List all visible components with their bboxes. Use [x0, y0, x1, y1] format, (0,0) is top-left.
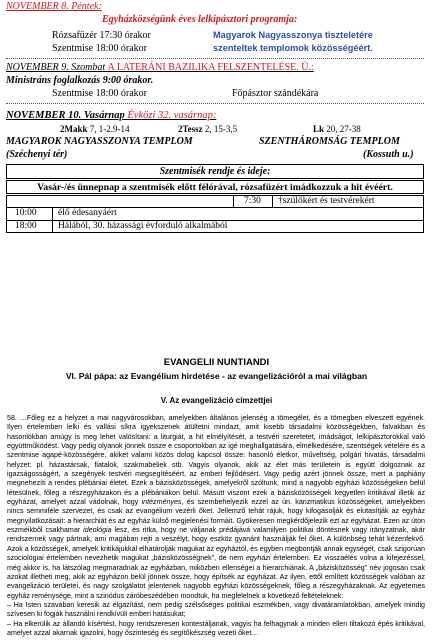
paragraph-text: lesz, és ritka, hogy ne váljanak prédájává valamilyen politikai döntésnek vagy irányzatnak, akár rendszernek vagy pártnak, ami magában rejti a veszélyt, hogy eszköz gyanánt használják fel őket. A különbség tehát kézenfekvő. Azok a közösségek, amelyek kritikájukkal elhatárolják magukat az egyháztól, és egyben megbontják annak egységét, csak szigorúan szociológiai értelemben nevezhetik magukat „bázisközösségnek”, de nem [7, 526, 425, 563]
church-right-sub: (Kossuth u.) [363, 149, 414, 160]
nov8-rosary: Rózsafüzér 17:30 órakor [52, 30, 151, 41]
row3-text: Hálából, 30. házassági évforduló alkalmából [58, 221, 228, 231]
nov10-heading-sunday: Évközi 32. vasárnap: [127, 110, 217, 121]
church-left: MAGYAROK NAGYASSZONYA TEMPLOM [6, 136, 193, 147]
schedule-note: Vasár-/és ünnepnap a szentmisék előtt félórával, rózsafüzért imádkozzuk a hit évéért. [37, 182, 393, 193]
list-item: – Ha elkerülik az állandó kísértést, hogy rendszeresen kontestáljanak, vagyis ha felhagynak a minden ellen tiltakozó épés kritikával, amelyet azzal akarnak igazolni, hogy őszinteség és segítőkészség vezeti őket… [7, 619, 425, 637]
schedule-title: Szentmisék rendje és ideje: [159, 166, 271, 177]
schedule-title-box [6, 164, 424, 179]
emphasis-text: intézményes [141, 498, 182, 507]
paragraph-text: , és szembehelyezik ezzel az ún. karizmatikus közösségeket, amelyekben nincs semmiféle szervezet, és csak az evangélium vezérli őket. Jellemző tehát rájuk, hogy kifogásolják és elutasítják az egyház megnyilatkozásait: a hierarchiát és az egyház külső megjelenési formáit. Gyökeresen megkérdőjelezik ezt az egyházat. Ezen az úton eszméikből csakhamar [7, 498, 425, 535]
nov8-intention-line2: szenteltek templomok közösségéért. [213, 43, 373, 53]
row2-time: 10:00 [15, 208, 37, 218]
row1-text-right: †szülőkért és testvérekért [278, 196, 375, 206]
nov8-mass: Szentmise 18:00 órakor [52, 43, 147, 54]
nov9-heading-date: NOVEMBER 9. Szombat [6, 62, 106, 73]
divider [6, 58, 424, 59]
emphasis-text: ideológia [83, 526, 112, 535]
gospel-ref: 20, 27-38 [326, 124, 361, 134]
divider [6, 103, 424, 104]
nov10-heading [6, 110, 216, 121]
list-item: – Ha Isten szavában keresik az élgazítást, nem pedig szélsőséges politikai eszmékben, vagy divatáramlatokban, amelyek mindig szívesen ki fogják használni rendkívüli emberi hatásukat; [7, 600, 425, 619]
nov8-heading: NOVEMBER 8. Péntek: [6, 1, 102, 12]
reading-1-ref: 7, 1-2.9-14 [89, 124, 130, 134]
reading-1 [60, 124, 130, 134]
row1-time-right: 7:30 [244, 196, 261, 206]
row2-text: élő édesanyáért [58, 208, 117, 218]
col-divider [233, 195, 234, 207]
nov8-subtitle: Egyházközségünk éves lelkipásztori programja: [102, 14, 298, 25]
col-divider [52, 207, 53, 233]
paragraph-text: 58. …Főleg ez a helyzet a mai nagyvárosokban, amelyekben általános jelenség a tömegélet, és a tömegben elveszett egyének. Ilyen értelemben lelki és vallási síkra igyekszenek átültetni mindazt, amit kisebb társadalmi közösségekben, falvakban és hasonlókban amúgy is meg lehet valósítani: a liturgiát, a hit elmélyítését, a testvéri szeretetet, imádságot, lelkipásztorokkal való együttműködést. Vagy pedig olyanok jönnek össze e csoportokban az igé meghallgatására, elmélkedésére, szentségek vételére és a szentmise agapé-közösségére, akiket valami közös dolog kapcsol össze: hasonló életkor, műveltség, polgári hivatás, társadalmi helyzet: pl. házastársak, fiatalok, szakmabeliek stb. Vagyis olyanok, akik az élet más területein is együtt dolgoznak az igazságosságért, a szegények testvéri megsegítéséért, az emberi fejlődésért. Vagy pedig azért jönnek össze, mert a paphiány megnehezíti a rendes plébániai életet. Ezek a bázisközösségek, amelyekről szóltunk, mind a nagyobb egyházi közösségeken belül létesülnek, főleg a részegyházakon és a plébániákon belül. Másutt viszont ezek a bázisközösségek kegyetlen kritikával illetik az egyházat, amelyet azzal vádolnak, hogy [7, 414, 425, 507]
reading-2 [178, 124, 237, 134]
col-divider [272, 195, 273, 207]
reading-1-book: 2Makk [60, 124, 88, 134]
row3-time: 18:00 [15, 221, 37, 231]
nov8-intention-line1: Magyarok Nagyasszonya tiszteletére [213, 30, 373, 40]
emphasis-text: egyházi [245, 554, 271, 563]
nov9-celebrant: Főpásztor szándékára [232, 88, 319, 99]
paragraph-text: értelemben. Ez visszaélés volna a kifejezéssel, még akkor is, ha látszólag megmaradnak az egyházban, miközben ellenségei a hierarchiának. A „bázisközösség” név jogosan csak azokat illetheti meg, akik az egyházon belül jönnek össze, hogy építsék az egyházat. Az ilyen, ettől említett közösségek valóban az evangelizáció területei, és nagy szolgálatot jelentenek nagyobb egyházi közösségeknek, főleg a részegyházaknak. Az egyetemes egyház reménysége, mint a szinódus záróbeszédében mondtuk, ha megfelelnek a következő feltételeknek: [7, 554, 425, 600]
article-title: EVANGELII NUNTIANDI [163, 357, 270, 368]
church-right: SZENTHÁROMSÁG TEMPLOM [259, 136, 400, 147]
nov9-ministrants: Ministráns foglalkozás 9:00 órakor. [6, 75, 154, 86]
gospel-book: Lk [313, 124, 325, 134]
reading-2-book: 2Tessz [178, 124, 203, 134]
section-heading: V. Az evangelizáció címzettjei [160, 396, 273, 405]
reading-2-ref: 2, 15-3,5 [204, 124, 238, 134]
nov9-mass: Szentmise 18:00 órakor [52, 88, 147, 99]
nov9-heading [6, 62, 314, 73]
schedule-note-box [6, 180, 424, 194]
article-subtitle: VI. Pál pápa: az Evangélium hirdetése - az evangelizációról a mai világban [65, 371, 368, 381]
church-left-sub: (Széchenyi tér) [6, 149, 68, 160]
nov9-heading-feast: A LATERÁNI BAZILIKA FELSZENTELÉSE. Ü.: [107, 62, 314, 73]
nov10-heading-date: NOVEMBER 10. Vasárnap [6, 110, 125, 121]
article-body [7, 414, 425, 638]
gospel [313, 124, 361, 134]
